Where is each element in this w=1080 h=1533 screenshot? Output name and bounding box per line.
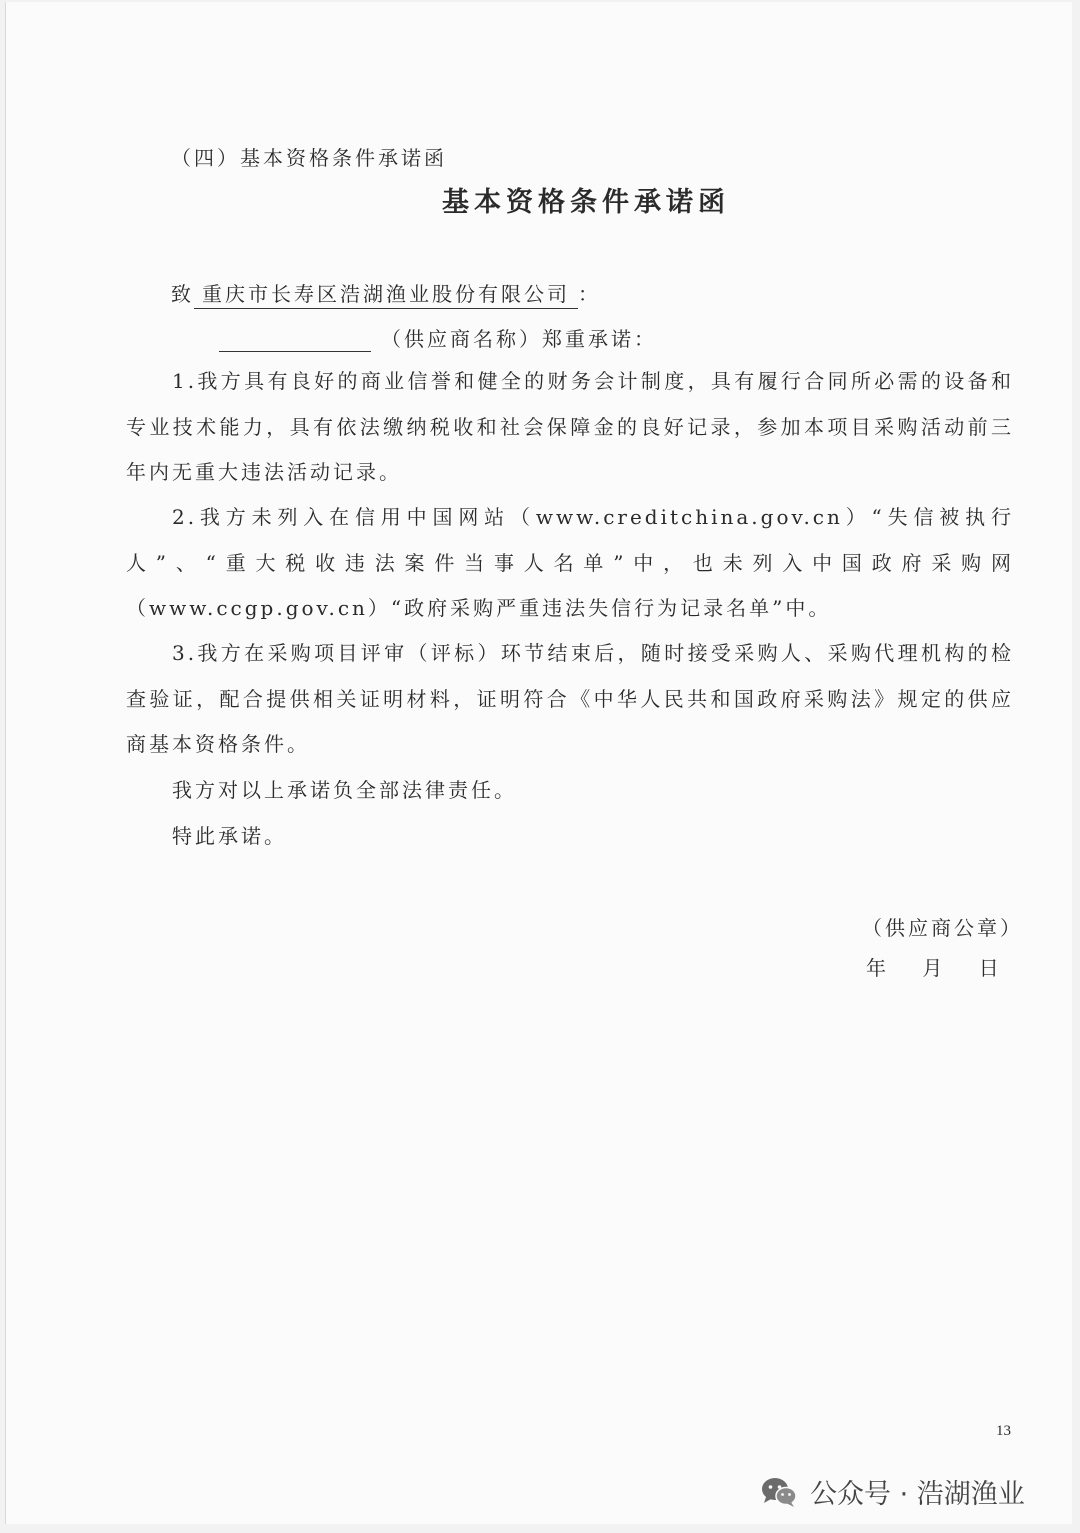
wechat-watermark — [760, 1472, 1025, 1511]
liability-statement: 我方对以上承诺负全部法律责任。 — [172, 778, 517, 802]
wechat-icon — [760, 1476, 798, 1508]
date-line — [866, 952, 1029, 981]
date-month: 月 — [922, 956, 943, 980]
addressee-suffix: ： — [578, 282, 601, 306]
document-title: 基本资格条件承诺函 — [442, 187, 730, 218]
date-day: 日 — [978, 956, 999, 980]
document-page — [6, 2, 1072, 1524]
closing-statement: 特此承诺。 — [172, 824, 287, 848]
date-year: 年 — [866, 956, 886, 980]
seal-label: （供应商公章） — [862, 916, 1023, 940]
addressee-prefix: 致 — [171, 282, 194, 306]
supplier-line — [219, 323, 657, 352]
supplier-suffix: （供应商名称）郑重承诺： — [381, 327, 657, 351]
commitment-paragraph-2: 2.我方未列入在信用中国网站（www.creditchina.gov.cn）“失信被执行人”、“重大税收违法案件当事人名单”中，也未列入中国政府采购网（www.ccgp.gov.cn）“政府采购严重违法失信行为记录名单”中。 — [126, 505, 1014, 620]
addressee-line — [171, 278, 601, 309]
page-number: 13 — [996, 1423, 1011, 1439]
section-label: （四）基本资格条件承诺函 — [171, 146, 447, 170]
recipient-name: 重庆市长寿区浩湖渔业股份有限公司 — [194, 278, 578, 309]
supplier-name-blank — [219, 329, 371, 352]
watermark-text: 公众号 · 浩湖渔业 — [810, 1479, 1025, 1510]
commitment-paragraph-1: 1.我方具有良好的商业信誉和健全的财务会计制度，具有履行合同所必需的设备和专业技术能力，具有依法缴纳税收和社会保障金的良好记录，参加本项目采购活动前三年内无重大违法活动记录。 — [126, 369, 1014, 484]
commitment-paragraph-3: 3.我方在采购项目评审（评标）环节结束后，随时接受采购人、采购代理机构的检查验证，配合提供相关证明材料，证明符合《中华人民共和国政府采购法》规定的供应商基本资格条件。 — [126, 641, 1014, 756]
